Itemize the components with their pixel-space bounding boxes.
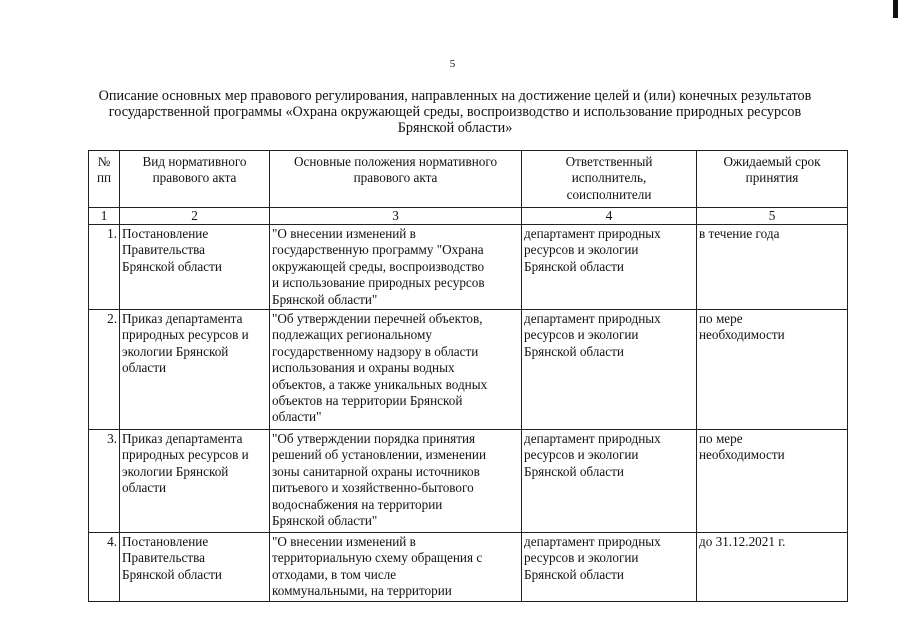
table-row xyxy=(89,310,848,430)
scan-edge-mark xyxy=(893,0,898,18)
header-number: № пп xyxy=(89,151,120,208)
deadline-cell: в течение года xyxy=(697,225,848,310)
provisions-cell: "Об утверждении порядка принятия решений об установлении, изменении зоны санитарной охраны источников питьевого и хозяйственно-бытового водоснабжения на территории Брянской области" xyxy=(270,430,522,533)
header-deadline: Ожидаемый срок принятия xyxy=(697,151,848,208)
provisions-cell: "Об утверждении перечней объектов, подлежащих региональному государственному надзору в области использования и охраны водных объектов, а также уникальных водных объектов на территории Брянской области" xyxy=(270,310,522,430)
row-number: 2. xyxy=(89,310,120,430)
row-number: 3. xyxy=(89,430,120,533)
executor-cell: департамент природных ресурсов и экологии Брянской области xyxy=(522,225,697,310)
table-row xyxy=(89,533,848,602)
provisions-cell: "О внесении изменений в территориальную схему обращения с отходами, в том числе коммунальными, на территории xyxy=(270,533,522,602)
header-provisions: Основные положения нормативного правового акта xyxy=(270,151,522,208)
deadline-cell: до 31.12.2021 г. xyxy=(697,533,848,602)
executor-cell: департамент природных ресурсов и экологии Брянской области xyxy=(522,310,697,430)
table-row xyxy=(89,225,848,310)
header-row xyxy=(89,151,848,208)
header-act-type: Вид нормативного правового акта xyxy=(120,151,270,208)
row-number: 4. xyxy=(89,533,120,602)
title-line: Описание основных мер правового регулирования, направленных на достижение целей и (или) конечных результатов xyxy=(98,88,812,104)
column-number: 4 xyxy=(522,208,697,225)
executor-cell: департамент природных ресурсов и экологии Брянской области xyxy=(522,533,697,602)
legal-measures-table xyxy=(88,150,848,602)
header-executor: Ответственный исполнитель, соисполнители xyxy=(522,151,697,208)
deadline-cell: по мере необходимости xyxy=(697,430,848,533)
title-line: Брянской области» xyxy=(397,120,513,136)
table-row xyxy=(89,430,848,533)
column-number: 2 xyxy=(120,208,270,225)
column-number-row xyxy=(89,208,848,225)
page-number: 5 xyxy=(449,58,456,70)
act-type-cell: Приказ департамента природных ресурсов и экологии Брянской области xyxy=(120,430,270,533)
act-type-cell: Приказ департамента природных ресурсов и экологии Брянской области xyxy=(120,310,270,430)
column-number: 5 xyxy=(697,208,848,225)
act-type-cell: Постановление Правительства Брянской области xyxy=(120,225,270,310)
act-type-cell: Постановление Правительства Брянской области xyxy=(120,533,270,602)
executor-cell: департамент природных ресурсов и экологии Брянской области xyxy=(522,430,697,533)
column-number: 1 xyxy=(89,208,120,225)
column-number: 3 xyxy=(270,208,522,225)
deadline-cell: по мере необходимости xyxy=(697,310,848,430)
title-line: государственной программы «Охрана окружающей среды, воспроизводство и использование природных ресурсов xyxy=(108,104,802,120)
document-title xyxy=(60,88,850,136)
provisions-cell: "О внесении изменений в государственную программу "Охрана окружающей среды, воспроизводство и использование природных ресурсов Брянской области" xyxy=(270,225,522,310)
row-number: 1. xyxy=(89,225,120,310)
